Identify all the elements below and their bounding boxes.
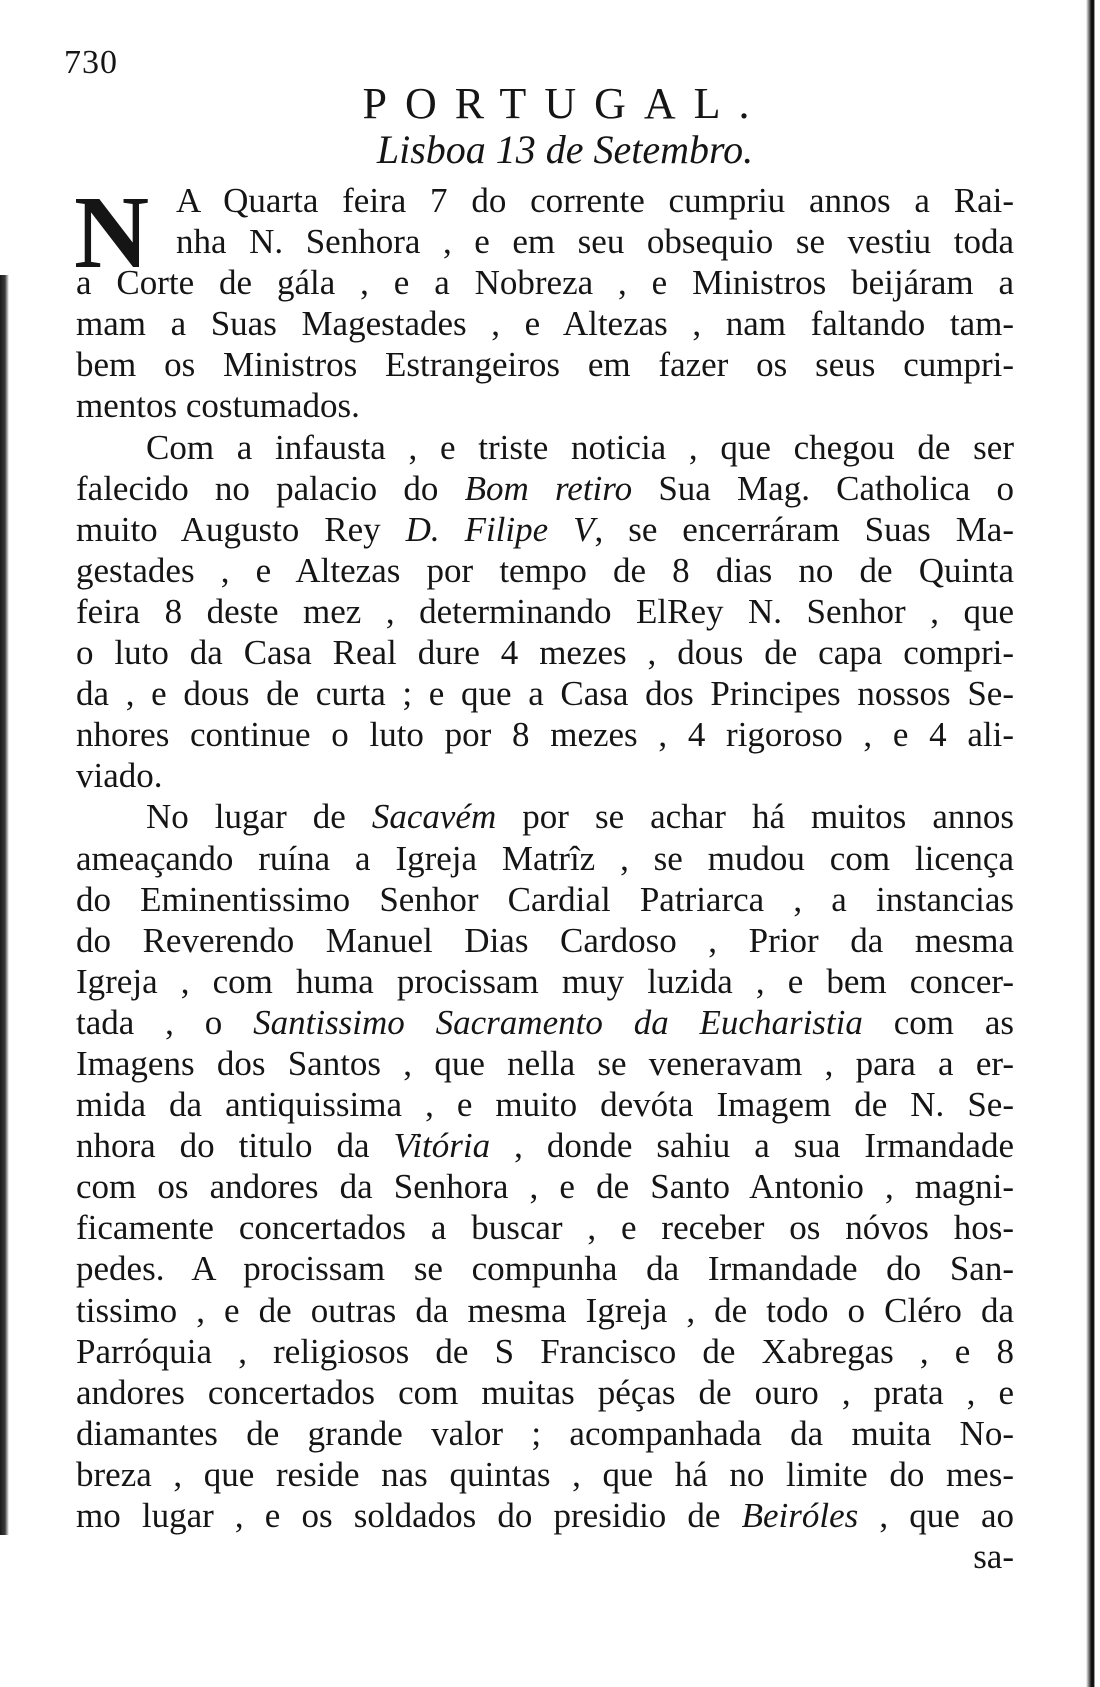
- text-span: Sua Mag. Catholica o: [632, 468, 1014, 508]
- text-line: [76, 1207, 1014, 1248]
- text-span: com os andores da Senhora , e de Santo Antonio , magni-: [76, 1167, 1014, 1207]
- text-line: [76, 1372, 1014, 1413]
- text-span: feira 8 deste mez , determinando ElRey N. Senhor , que: [76, 591, 1014, 631]
- text-line: [76, 1043, 1014, 1084]
- text-line: [76, 920, 1014, 961]
- text-span: viado.: [76, 756, 163, 796]
- text-span: Igreja , com huma procissam muy luzida , e bem concer-: [76, 961, 1014, 1001]
- italic-text: Sacavém: [371, 797, 497, 837]
- text-line: [76, 632, 1014, 673]
- text-line: [76, 1002, 1014, 1043]
- text-line: [76, 838, 1014, 879]
- text-span: tissimo , e de outras da mesma Igreja , de todo o Cléro da: [76, 1290, 1014, 1330]
- text-span: o luto da Casa Real dure 4 mezes , dous de capa compri-: [76, 633, 1014, 673]
- catchword: [76, 1536, 1014, 1577]
- text-span: tada , o: [76, 1002, 254, 1042]
- text-span: por se achar há muitos annos: [496, 797, 1014, 837]
- text-line: [76, 221, 1014, 262]
- text-span: Imagens dos Santos , que nella se veneravam , para a er-: [76, 1043, 1014, 1083]
- text-span: mo lugar , e os soldados do presidio de: [76, 1496, 742, 1535]
- text-span: mida da antiquissima , e muito devóta Imagem de N. Se-: [76, 1085, 1014, 1125]
- text-span: do Eminentissimo Senhor Cardial Patriarca , a instancias: [76, 879, 1014, 919]
- text-line: [76, 1084, 1014, 1125]
- section-heading: PORTUGAL.: [362, 79, 768, 128]
- page-edge-shadow-left: [0, 275, 9, 1535]
- italic-text: Bom retiro: [464, 468, 633, 508]
- drop-cap: N: [74, 175, 150, 290]
- page-edge-shadow-right: [1086, 0, 1100, 1687]
- text-span: , se encerráram Suas Ma-: [594, 509, 1014, 549]
- text-span: Com a infausta , e triste noticia , que chegou de ser: [146, 427, 1014, 467]
- page-number: 730: [64, 44, 118, 81]
- italic-text: Vitória: [393, 1126, 491, 1166]
- text-line: [76, 303, 1014, 344]
- text-line: [76, 1454, 1014, 1495]
- text-span: a Corte de gála , e a Nobreza , e Ministros beijáram a: [76, 263, 1014, 303]
- article-body: [74, 175, 1014, 1577]
- text-span: ameaçando ruína a Igreja Matrîz , se mudou com licença: [76, 838, 1014, 878]
- text-line: [76, 1166, 1014, 1207]
- text-span: nhora do titulo da: [76, 1126, 394, 1166]
- text-line: [76, 385, 1014, 426]
- text-span: mam a Suas Magestades , e Altezas , nam faltando tam-: [76, 304, 1014, 344]
- text-span: mentos costumados.: [76, 386, 360, 426]
- text-line: [76, 673, 1014, 714]
- italic-text: D. Filipe V: [405, 509, 595, 549]
- text-span: ficamente concertados a buscar , e receber os nóvos hos-: [76, 1208, 1014, 1248]
- text-span: No lugar de: [146, 797, 372, 837]
- text-line: [76, 1331, 1014, 1372]
- text-line: [76, 1290, 1014, 1331]
- text-line: [76, 714, 1014, 755]
- text-span: da , e dous de curta ; e que a Casa dos Principes nossos Se-: [76, 674, 1014, 714]
- text-line: [76, 468, 1014, 509]
- text-span: nha N. Senhora , e em seu obsequio se vestiu toda: [176, 222, 1014, 262]
- text-span: pedes. A procissam se compunha da Irmandade do San-: [76, 1249, 1014, 1289]
- text-span: falecido no palacio do: [76, 468, 465, 508]
- text-line: [76, 591, 1014, 632]
- text-line: [76, 550, 1014, 591]
- text-line: [76, 180, 1014, 221]
- text-line: [76, 1248, 1014, 1289]
- text-span: bem os Ministros Estrangeiros em fazer os seus cumpri-: [76, 345, 1014, 385]
- text-line: [76, 509, 1014, 550]
- text-line: [76, 427, 1014, 468]
- text-line: [76, 344, 1014, 385]
- text-line: [76, 1413, 1014, 1454]
- text-line: [76, 796, 1014, 837]
- text-span: , que ao: [858, 1496, 1014, 1535]
- italic-text: Santissimo Sacramento da Eucharistia: [253, 1002, 863, 1042]
- text-span: do Reverendo Manuel Dias Cardoso , Prior da mesma: [76, 920, 1014, 960]
- text-span: andores concertados com muitas péças de ouro , prata , e: [76, 1372, 1014, 1412]
- text-span: diamantes de grande valor ; acompanhada da muita No-: [76, 1413, 1014, 1453]
- italic-text: Beiróles: [741, 1496, 859, 1535]
- text-line: [76, 755, 1014, 796]
- text-line: [76, 961, 1014, 1002]
- text-span: , donde sahiu a sua Irmandade: [490, 1126, 1014, 1166]
- text-span: muito Augusto Rey: [76, 509, 406, 549]
- text-span: breza , que reside nas quintas , que há no limite do mes-: [76, 1454, 1014, 1494]
- text-span: A Quarta feira 7 do corrente cumpriu annos a Rai-: [176, 181, 1014, 220]
- text-line: [76, 1125, 1014, 1166]
- text-span: gestades , e Altezas por tempo de 8 dias no de Quinta: [76, 550, 1014, 590]
- text-span: nhores continue o luto por 8 mezes , 4 rigoroso , e 4 ali-: [76, 715, 1014, 755]
- dateline: Lisboa 13 de Setembro.: [376, 127, 754, 172]
- text-span: sa-: [973, 1537, 1014, 1577]
- text-line: [76, 1495, 1014, 1536]
- text-span: Parróquia , religiosos de S Francisco de Xabregas , e 8: [76, 1331, 1014, 1371]
- text-line: [76, 879, 1014, 920]
- text-line: [76, 262, 1014, 303]
- text-span: com as: [862, 1002, 1014, 1042]
